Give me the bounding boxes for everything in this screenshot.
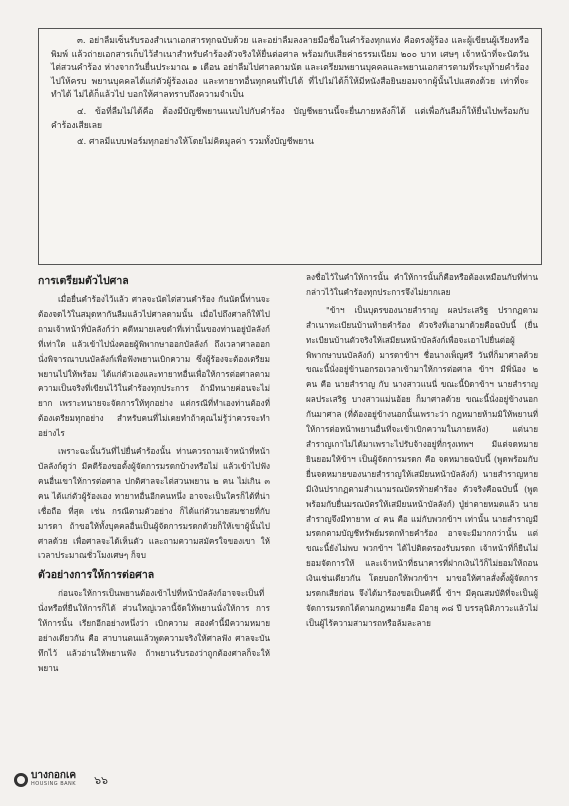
- left-column: [38, 270, 270, 679]
- section-heading-testimony-example: ตัวอย่างการให้การต่อศาล: [38, 569, 155, 582]
- paragraph: "ข้าฯ เป็นบุตรของนายสำราญ ผลประเสริฐ ปรากฏตามสำเนาทะเบียนบ้านท้ายคำร้อง ตัวจริงที่เอามาด้วยคือฉบับนี้ (ยื่นทะเบียนบ้านตัวจริงให้เสมียนหน้าบัลลังก์เพื่อจะเอาไปยื่นต่อผู้พิพากษาบนบัลลังก์) มารดาข้าฯ ชื่อนางเพ็ญศรี วันที่ก็มาศาลด้วย ขณะนี้นั่งอยู่ข้านอกรอเวลาเข้ามาให้การต่อศาล ข้าฯ มีพี่น้อง ๒ คน คือ นายสำราญ กับ นางสาวแนนี่ ขณะนี้บิดาข้าฯ นายสำราญ ผลประเสริฐ บางสาวแม่นอ้อย ก็มาศาลด้วย ขณะนี้นั่งอยู่ข้างนอกกันมาศาล (ที่ต้องอยู่ข้างนอกนั้นเพราะว่า กฎหมายห้ามมิให้พยานที่ให้การต่อหน้าพยานอื่นที่จะเข้าเบิกความในภายหลัง) แต่นายสำราญเกาไม่ได้มาเพราะไปรับจ้างอยู่ที่กรุงเทพฯ มีแต่จดหมายยินยอมให้ข้าฯ เป็นผู้จัดการมรดก คือ จดหมายฉบับนี้ (พูดพร้อมกับยื่นจดหมายของนายสำราญให้เสมียนหน้าบัลลังก์) นายสำราญหายมีเงินปรากฏตามสำเนามรณบัตรท้ายคำร้อง ตัวจริงคือฉบับนี้ (พูดพร้อมกับยื่นมรณบัตรให้เสมียนหน้าบัลลังก์) ปู่ย่าตายหมดแล้ว นายสำราญจึงมีทายาท ๔ คน คือ แม่กับพวกข้าฯ เท่านั้น นายสำราญมีมรดกตามบัญชีทรัพย์มรดกท้ายคำร้อง อาจจะมีมากกว่านั้น แต่ขณะนี้ยังไม่พบ พวกข้าฯ ได้ไปติดตรองรับมรดก เจ้าหน้าที่ก็ยืนไม่ยอมจัดการให้ และเจ้าหน้าที่ธนาคารที่ฝากเงินไว้ก็ไม่ยอมให้ถอนเงินเช่นเดียวกัน โดยบอกให้พวกข้าฯ มาขอให้ศาลสั่งตั้งผู้จัดการมรดกเสียก่อน จึงได้มาร้องขอเป็นคดีนี้ ข้าฯ มีคุณสมบัติที่จะเป็นผู้จัดการมรดกได้ตามกฎหมายคือ มีอายุ ๓๘ ปี บรรลุนิติภาวะแล้วไม่เป็นผู้ไร้ความสามารถหรือล้มละลาย: [306, 304, 538, 628]
- section-heading-preparing: การเตรียมตัวไปศาล: [38, 275, 129, 287]
- paragraph: ก่อนจะให้การเป็นพยานต้องเข้าไปที่หน้าบัลลังก์อาจจะเป็นที่นั่งหรือที่ยืนให้การก็ได้ ส่วนใหญ่เวลานี้จัดให้พยานนั่งให้การ การให้การนั้น เรียกอีกอย่างหนึ่งว่า เบิกความ สองคำนี้มีความหมายอย่างเดียวกัน คือ สาบานตนแล้วพูดความจริงให้ศาลฟัง ศาลจะบันทึกไว้ แล้วอ่านให้พยานฟัง ถ้าพยานรับรองว่าถูกต้องศาลก็จะให้พยาน: [38, 588, 270, 673]
- page-number: ๖๖: [94, 774, 109, 787]
- page-footer: [14, 768, 214, 792]
- paragraph: เพราะฉะนั้นวันที่ไปยื่นคำร้องนั้น ท่านควรถามเจ้าหน้าที่หน้าบัลลังก์ดูว่า มีคดีร้องขอตั้งผู้จัดการมรดกบ้างหรือไม่ แล้วเข้าไปฟังคนอื่นเขาให้การต่อศาล ปกติศาลจะไต่สวนพยาน ๒ คน ไม่เกิน ๓ คน ได้แก่ตัวผู้ร้องเอง ทายาทอื่นอีกคนหนึ่ง อาจจะเป็นใครก็ได้ที่น่าเชื่อถือ ที่สุด เช่น กรณีตามตัวอย่าง ก็ได้แก่ตัวนายสมชายที่กับมารดา ถ้าขอให้ทั้งบุคคลอื่นเป็นผู้จัดการมรดกด้วยก็ให้เขาผู้นั้นไปศาลด้วย เพื่อศาลจะได้เห็นตัว และถามความสมัครใจของเขา ให้เวลาประมาณชั่วโมงเศษๆ ก็จบ: [38, 446, 270, 561]
- tip-item-4: ๔. ข้อที่ลืมไม่ได้คือ ต้องมีบัญชีพยานแนบไปกับคำร้อง บัญชีพยานนี้จะยื่นภายหลังก็ได้ แต่เพื่อกันลืมก็ให้ยื่นไปพร้อมกับคำร้องเสียเลย: [51, 106, 529, 131]
- logo-circle-icon: [14, 773, 28, 787]
- tip-item-5: ๕. ศาลมีแบบฟอร์มทุกอย่างให้โดยไม่คิดมูลค่า รวมทั้งบัญชีพยาน: [77, 137, 314, 148]
- tip-item-3: ๓. อย่าลืมเซ็นรับรองสำเนาเอกสารทุกฉบับด้วย และอย่าลืมลงลายมือชื่อในคำร้องทุกแห่ง คือตรงผู้ร้อง และผู้เขียนผู้เรียงหรือพิมพ์ แล้วถ่ายเอกสารเก็บไว้สำเนาสำหรับคำร้องตัวจริงให้ยื่นต่อศาล พร้อมกับเสียค่าธรรมเนียม ๒๐๐ บาท เศษๆ เจ้าหน้าที่จะนัดวันไต่สวนคำร้อง ห่างจากวันยื่นประมาณ ๑ เดือน อย่าลืมไปศาลตามนัด และเตรียมพยานบุคคลและพยานเอกสารตามที่ระบุท้ายคำร้องไปให้ครบ พยานบุคคลได้แก่ตัวผู้ร้องเอง และทายาทอื่นทุกคนที่ไปได้ ที่ไปไม่ได้ก็ให้มีหนังสือยินยอมจากผู้นั้นไปแสดงด้วย เท่าที่จะทำได้ ไม่ได้ก็แล้วไป บอกให้ศาลทราบถึงความจำเป็น: [51, 36, 529, 101]
- paragraph: ลงชื่อไว้ในคำให้การนั้น คำให้การนั้นก็คือหรือต้องเหมือนกับที่ท่านกล่าวไว้ในคำร้องทุกประการจึงไม่ยากเลย: [306, 272, 538, 297]
- logo-title: บางกอกเค: [31, 770, 77, 781]
- tips-box: [38, 28, 542, 265]
- logo-subtitle: HOUSING BANK: [31, 781, 77, 787]
- paragraph: เมื่อยื่นคำร้องไว้แล้ว ศาลจะนัดไต่สวนคำร้อง กันนัดนี้ท่านจะต้องจดไว้ในสมุดหากันลืมแล้วไปศาลตามนั้น เมื่อไปถึงศาลก็ให้ไปถามเจ้าหน้าที่บัลลังก์ว่า คดีหมายเลขดำที่เท่านั้นของท่านอยู่บัลลังก์ที่เท่าใด แล้วเข้าไปนั่งคอยผู้พิพากษาออกบัลลังก์ ถึงเวลาศาลออกนั่งพิจารณาบนบัลลังก์เพื่อฟังพยานเบิกความ ซึ่งผู้ร้องจะต้องเตรียมพยานไปให้พร้อม ได้แก่ตัวเองและทายาทอื่นเพื่อให้การต่อศาลตามความเป็นจริงที่เขียนไว้ในคำร้องทุกประการ ถ้ามีทนายค่อนจะไม่ยาก เพราะทนายจะจัดการให้ทุกอย่าง แต่กรณีที่ทำเองท่านต้องที่ต้องเตรียมทุกอย่าง สำหรับคนที่ไม่เคยทำถ้าคุณไม่รู้ว่าควรจะทำอย่างไร: [38, 294, 270, 439]
- right-column: [306, 270, 538, 634]
- publication-logo: [14, 772, 76, 788]
